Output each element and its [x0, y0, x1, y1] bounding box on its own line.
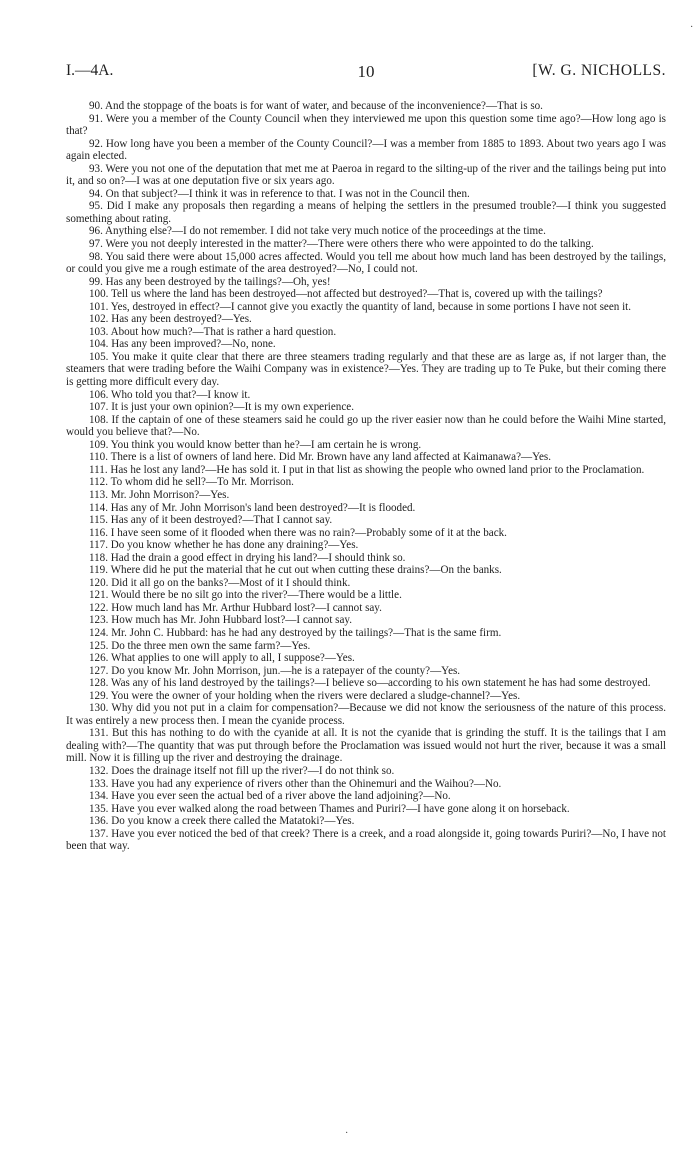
testimony-paragraph: 116. I have seen some of it flooded when there was no rain?—Probably some of it at the back.: [89, 526, 507, 539]
testimony-paragraph: 103. About how much?—That is rather a hard question.: [89, 325, 337, 338]
testimony-paragraph: 130. Why did you not put in a claim for compensation?—Because we did not know the seriousness of the nature of this process. It was entirely a new process then. I mean the cyanide process.: [66, 702, 666, 727]
testimony-paragraph: 113. Mr. John Morrison?—Yes.: [89, 488, 230, 501]
testimony-paragraph: 129. You were the owner of your holding when the rivers were declared a sludge-channel?—Yes.: [89, 689, 521, 702]
testimony-paragraph: 114. Has any of Mr. John Morrison's land been destroyed?—It is flooded.: [89, 501, 416, 514]
paper-reference: I.—4A.: [66, 62, 114, 79]
testimony-paragraph: 137. Have you ever noticed the bed of that creek? There is a creek, and a road alongside it, going towards Puriri?—No, I have not been that way.: [66, 827, 666, 853]
testimony-paragraph: 93. Were you not one of the deputation that met me at Paeroa in regard to the silting-up of the river and the tailings being put into it, and so on?—I was at one deputation five or six years ago.: [66, 162, 666, 188]
testimony-body: [66, 100, 666, 853]
testimony-paragraph: 90. And the stoppage of the boats is for want of water, and because of the inconvenience?—That is so.: [89, 100, 543, 112]
testimony-paragraph: 123. How much has Mr. John Hubbard lost?—I cannot say.: [89, 614, 353, 627]
testimony-paragraph: 131. But this has nothing to do with the cyanide at all. It is not the cyanide that is grinding the stuff. It is the tailings that I am dealing with?—The quantity that was put through before the Proclamation was issued would not hurt the river, because it was a small mill. Now it is filling up the river and destroying the drainage.: [66, 727, 666, 765]
testimony-paragraph: 110. There is a list of owners of land here. Did Mr. Brown have any land affected at Kaimanawa?—Yes.: [89, 451, 552, 464]
testimony-paragraph: 132. Does the drainage itself not fill up the river?—I do not think so.: [89, 764, 395, 777]
testimony-paragraph: 99. Has any been destroyed by the tailings?—Oh, yes!: [89, 275, 331, 288]
testimony-paragraph: 104. Has any been improved?—No, none.: [89, 338, 276, 351]
testimony-paragraph: 135. Have you ever walked along the road between Thames and Puriri?—I have gone along it on horseback.: [89, 802, 570, 815]
witness-name: [W. G. NICHOLLS.: [532, 62, 666, 79]
testimony-paragraph: 100. Tell us where the land has been destroyed—not affected but destroyed?—That is, covered up with the tailings?: [89, 288, 603, 301]
testimony-paragraph: 124. Mr. John C. Hubbard: has he had any destroyed by the tailings?—That is the same firm.: [89, 626, 502, 639]
testimony-paragraph: 112. To whom did he sell?—To Mr. Morrison.: [89, 476, 294, 489]
testimony-paragraph: 111. Has he lost any land?—He has sold it. I put in that list as showing the people who owned land prior to the Proclamation.: [89, 463, 645, 476]
testimony-paragraph: 128. Was any of his land destroyed by the tailings?—I believe so—according to his own statement he has had some destroyed.: [89, 677, 651, 690]
page-number: 10: [357, 62, 375, 81]
testimony-paragraph: 91. Were you a member of the County Council when they interviewed me upon this question some time ago?—How long ago is that?: [66, 112, 666, 138]
testimony-paragraph: 92. How long have you been a member of the County Council?—I was a member from 1885 to 1893. About two years ago I was again elected.: [66, 137, 666, 163]
page-header: [66, 62, 666, 84]
testimony-paragraph: 133. Have you had any experience of rivers other than the Ohinemuri and the Waihou?—No.: [89, 777, 502, 790]
scan-speck: ·: [345, 1128, 349, 1139]
testimony-paragraph: 101. Yes, destroyed in effect?—I cannot give you exactly the quantity of land, because in some portions I have not seen it.: [89, 300, 632, 313]
testimony-paragraph: 106. Who told you that?—I know it.: [89, 388, 251, 401]
testimony-paragraph: 94. On that subject?—I think it was in reference to that. I was not in the Council then.: [89, 187, 470, 200]
testimony-paragraph: 136. Do you know a creek there called the Matatoki?—Yes.: [89, 815, 355, 828]
testimony-paragraph: 120. Did it all go on the banks?—Most of it I should think.: [89, 576, 351, 589]
testimony-paragraph: 118. Had the drain a good effect in drying his land?—I should think so.: [89, 551, 406, 564]
testimony-paragraph: 125. Do the three men own the same farm?—Yes.: [89, 639, 311, 652]
testimony-paragraph: 117. Do you know whether he has done any draining?—Yes.: [89, 539, 359, 552]
testimony-paragraph: 107. It is just your own opinion?—It is my own experience.: [89, 401, 354, 414]
testimony-paragraph: 108. If the captain of one of these steamers said he could go up the river easier now than he could before the Waihi Mine started, would you believe that?—No.: [66, 413, 666, 439]
testimony-paragraph: 96. Anything else?—I do not remember. I did not take very much notice of the proceedings at the time.: [89, 225, 546, 238]
testimony-paragraph: 126. What applies to one will apply to all, I suppose?—Yes.: [89, 652, 355, 665]
testimony-paragraph: 102. Has any been destroyed?—Yes.: [89, 313, 252, 326]
testimony-paragraph: 122. How much land has Mr. Arthur Hubbard lost?—I cannot say.: [89, 601, 382, 614]
testimony-paragraph: 119. Where did he put the material that he cut out when cutting these drains?—On the banks.: [89, 564, 502, 577]
testimony-paragraph: 115. Has any of it been destroyed?—That I cannot say.: [89, 514, 333, 527]
scan-speck: ·: [690, 22, 694, 33]
testimony-paragraph: 109. You think you would know better than he?—I am certain he is wrong.: [89, 438, 422, 451]
testimony-paragraph: 134. Have you ever seen the actual bed of a river above the land adjoining?—No.: [89, 790, 451, 803]
testimony-paragraph: 121. Would there be no silt go into the river?—There would be a little.: [89, 589, 402, 602]
testimony-paragraph: 97. Were you not deeply interested in the matter?—There were others there who were appointed to do the talking.: [89, 238, 594, 251]
testimony-paragraph: 127. Do you know Mr. John Morrison, jun.—he is a ratepayer of the county?—Yes.: [89, 664, 461, 677]
testimony-paragraph: 95. Did I make any proposals then regarding a means of helping the settlers in the presumed trouble?—I think you suggested something about rating.: [66, 200, 666, 225]
testimony-paragraph: 98. You said there were about 15,000 acres affected. Would you tell me about how much land has been destroyed by the tailings, or could you give me a rough estimate of the area destroyed?—No, I could not.: [66, 250, 666, 276]
testimony-paragraph: 105. You make it quite clear that there are three steamers trading regularly and that these are as large as, if not larger than, the steamers that were trading before the Waihi Company was in existence?—Yes. They are trading up to Te Puke, but their coming there is getting more difficult every day.: [66, 350, 666, 389]
